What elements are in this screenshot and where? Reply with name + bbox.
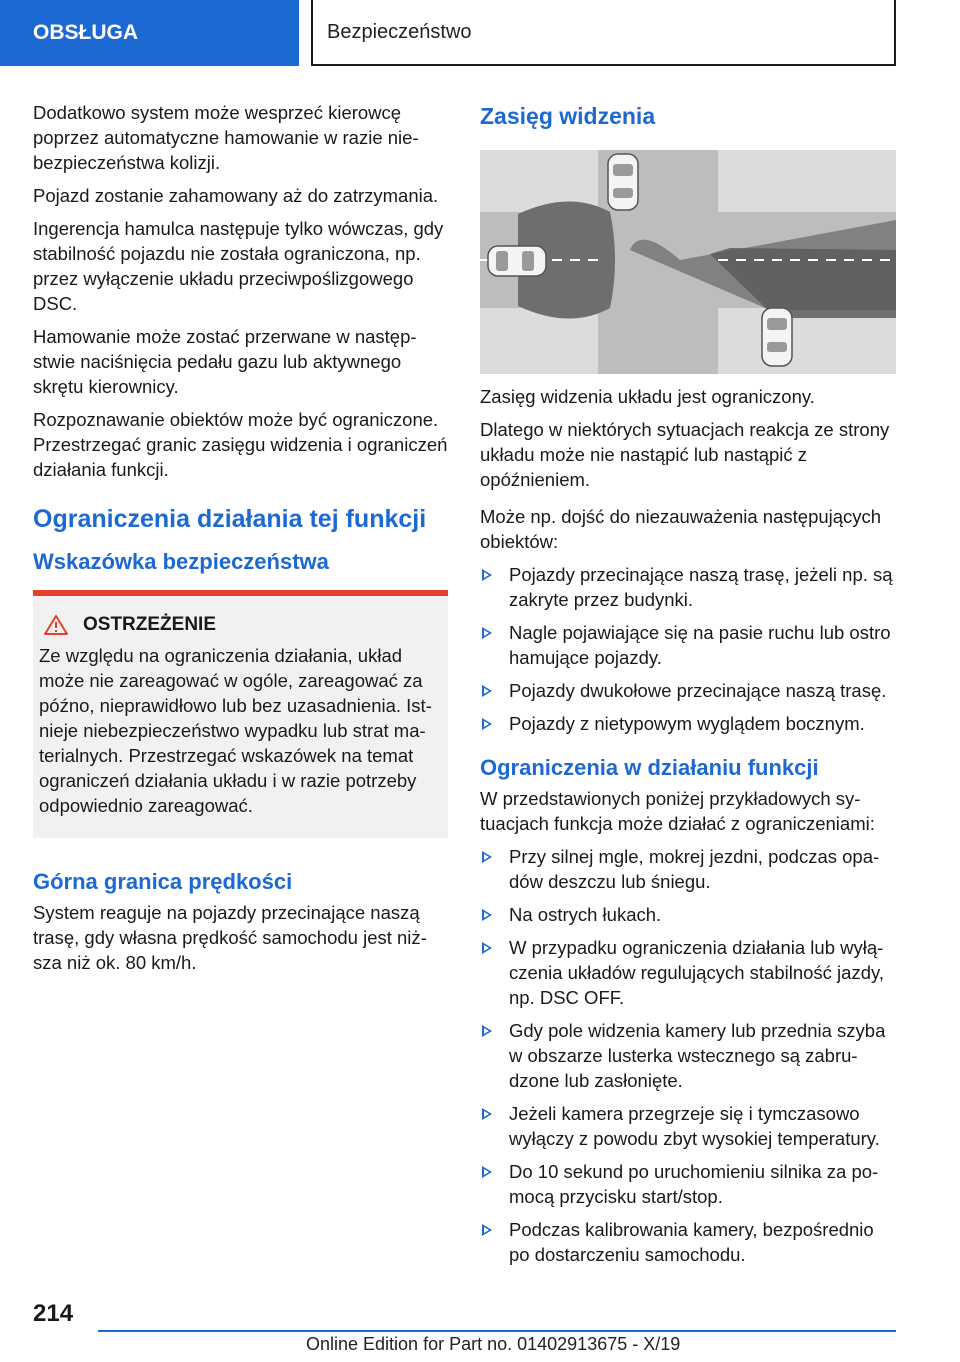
triangle-bullet-icon xyxy=(482,1166,492,1178)
chapter-header xyxy=(311,0,896,66)
list-item: W przypadku ograniczenia działania lub wyłączenia układów regulujących stabilność jazdy, np. DSC OFF. xyxy=(480,935,896,1010)
car-top-icon xyxy=(608,154,638,210)
heading-function-limits: Ograniczenia działania tej funkcji xyxy=(33,505,427,533)
warning-box xyxy=(33,590,448,838)
triangle-bullet-icon xyxy=(482,627,492,639)
paragraph: Pojazd zostanie zahamowany aż do zatrzymania. xyxy=(33,185,439,206)
triangle-bullet-icon xyxy=(482,1025,492,1037)
page-number: 214 xyxy=(33,1300,74,1327)
heading-field-of-view: Zasięg widzenia xyxy=(480,103,656,129)
list-item: Gdy pole widzenia kamery lub przednia szyba w obszarze lusterka wstecznego są zabrudzone lub zasłonięte. xyxy=(480,1018,896,1093)
footer-edition: Online Edition for Part no. 01402913675 - X/19 xyxy=(306,1334,681,1354)
chapter-title: Bezpieczeństwo xyxy=(327,20,472,43)
warning-header xyxy=(39,612,438,637)
speed-text: System reaguje na pojazdy przecinające naszą trasę, gdy własna prędkość samochodu jest niższa niż ok. 80 km/h. xyxy=(33,902,427,973)
car-bottom-icon xyxy=(762,308,792,366)
triangle-bullet-icon xyxy=(482,942,492,954)
section-title: OBSŁUGA xyxy=(33,21,138,44)
triangle-bullet-icon xyxy=(482,851,492,863)
paragraph: Rozpoznawanie obiektów może być ograniczone. Przestrzegać granic zasięgu widzenia i ograniczeń działania funkcji. xyxy=(33,409,448,480)
car-left-icon xyxy=(488,246,546,276)
heading-safety-note: Wskazówka bezpieczeństwa xyxy=(33,549,329,574)
paragraph: Zasięg widzenia układu jest ograniczony. xyxy=(480,386,815,407)
paragraph: Hamowanie może zostać przerwane w następstwie naciśnięcia pedału gazu lub aktywnego skrętu kierownicy. xyxy=(33,326,417,397)
warning-text: Ze względu na ograniczenia działania, układ może nie zareagować w ogóle, zareagować za późno, nieprawidłowo lub bez uzasadnienia. Istnieje niebezpieczeństwo wypadku lub strat materialnych. Przestrzegać wskazówek na temat ograniczeń działania układu i w razie potrzeby odpowiednio zareagować. xyxy=(39,645,432,816)
list-item: Podczas kalibrowania kamery, bezpośrednio po dostarczeniu samochodu. xyxy=(480,1217,896,1267)
list-item: Pojazdy z nietypowym wyglądem bocznym. xyxy=(480,711,896,736)
list-item: Na ostrych łukach. xyxy=(480,902,896,927)
heading-function-constraints: Ograniczenia w działaniu funkcji xyxy=(480,755,819,780)
situations-list xyxy=(480,844,896,1267)
paragraph: Ingerencja hamulca następuje tylko wówczas, gdy stabilność pojazdu nie została ograniczona, np. przez wyłączenie układu przeciwpoślizgowego DSC. xyxy=(33,218,444,314)
list-item: Pojazdy przecinające naszą trasę, jeżeli np. są zakryte przez budynki. xyxy=(480,562,896,612)
paragraph: Dodatkowo system może wesprzeć kierowcę poprzez automatyczne hamowanie w razie niebezpieczeństwa kolizji. xyxy=(33,102,419,173)
list-item: Do 10 sekund po uruchomieniu silnika za pomocą przycisku start/stop. xyxy=(480,1159,896,1209)
triangle-bullet-icon xyxy=(482,909,492,921)
triangle-bullet-icon xyxy=(482,569,492,581)
list-item: Nagle pojawiające się na pasie ruchu lub ostro hamujące pojazdy. xyxy=(480,620,896,670)
triangle-bullet-icon xyxy=(482,685,492,697)
triangle-bullet-icon xyxy=(482,1108,492,1120)
field-of-view-illustration xyxy=(480,150,896,374)
list-item: Pojazdy dwukołowe przecinające naszą trasę. xyxy=(480,678,896,703)
footer-divider xyxy=(98,1330,896,1332)
list-item: Jeżeli kamera przegrzeje się i tymczasowo wyłączy z powodu zbyt wysokiej temperatury. xyxy=(480,1101,896,1151)
triangle-bullet-icon xyxy=(482,1224,492,1236)
objects-list xyxy=(480,562,896,736)
paragraph: W przedstawionych poniżej przykładowych sytuacjach funkcja może działać z ograniczeniami: xyxy=(480,788,875,834)
section-tab xyxy=(0,0,299,66)
heading-speed-limit: Górna granica prędkości xyxy=(33,869,293,894)
paragraph: Może np. dojść do niezauważenia następujących obiektów: xyxy=(480,506,882,552)
warning-triangle-icon xyxy=(43,614,69,636)
list-item: Przy silnej mgle, mokrej jezdni, podczas opadów deszczu lub śniegu. xyxy=(480,844,896,894)
left-column xyxy=(33,100,448,983)
warning-title: OSTRZEŻENIE xyxy=(83,614,217,635)
paragraph: Dlatego w niektórych sytuacjach reakcja ze strony układu może nie nastąpić lub nastąpić z opóźnieniem. xyxy=(480,419,890,490)
right-column xyxy=(480,100,896,1275)
triangle-bullet-icon xyxy=(482,718,492,730)
